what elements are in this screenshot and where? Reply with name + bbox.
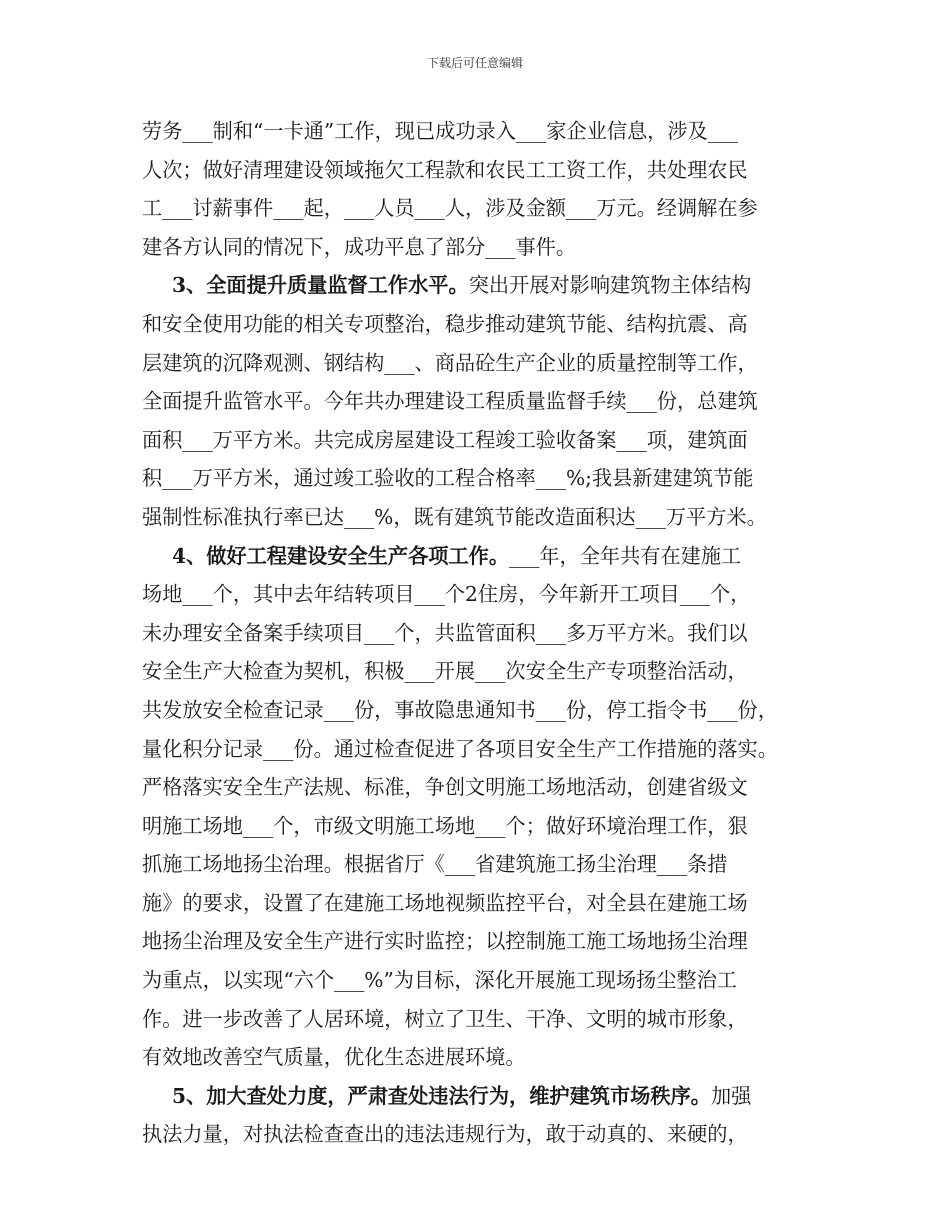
line-text: 建各方认同的情况下，成功平息了部分___事件。 xyxy=(142,234,577,259)
line-text: 执法力量，对执法检查查出的违法违规行为，敢于动真的、来硬的， xyxy=(142,1122,748,1147)
text-line xyxy=(142,189,812,228)
line-text: 有效地改善空气质量，优化生态进展环境。 xyxy=(142,1045,526,1070)
text-line xyxy=(142,1077,812,1116)
line-text: 安全生产大检查为契机，积极___开展___次安全生产专项整治活动， xyxy=(142,659,748,684)
section-heading: 5、加大查处力度，严肃查处违法行为，维护建筑市场秩序。 xyxy=(172,1083,711,1108)
text-line xyxy=(142,421,812,460)
text-line xyxy=(142,614,812,653)
line-text: 加强 xyxy=(710,1083,752,1108)
text-line xyxy=(142,730,812,769)
text-line xyxy=(142,922,812,961)
text-line xyxy=(142,459,812,498)
text-line xyxy=(142,575,812,614)
line-text: 强制性标准执行率已达___%，既有建筑节能改造面积达___万平方米。 xyxy=(142,504,767,529)
line-text: 工___讨薪事件___起，___人员___人，涉及金额___万元。经调解在参 xyxy=(142,196,758,221)
text-line xyxy=(142,151,812,190)
text-line xyxy=(142,691,812,730)
paragraph-4 xyxy=(142,1077,812,1154)
paragraph-2 xyxy=(142,266,812,536)
text-line xyxy=(142,266,812,305)
text-line xyxy=(142,845,812,884)
document-body xyxy=(142,112,812,1154)
line-text: 场地___个，其中去年结转项目___个2住房，今年新开工项目___个， xyxy=(142,582,751,607)
line-text: 量化积分记录___份。通过检查促进了各项目安全生产工作措施的落实。 xyxy=(142,736,778,761)
line-text: 突出开展对影响建筑物主体结构 xyxy=(468,273,752,298)
text-line xyxy=(142,1115,812,1154)
text-line xyxy=(142,1000,812,1039)
line-text: 严格落实安全生产法规、标准，争创文明施工场地活动，创建省级文 xyxy=(142,775,748,800)
line-text: 人次；做好清理建设领域拖欠工程款和农民工工资工作，共处理农民 xyxy=(142,157,748,182)
text-line xyxy=(142,884,812,923)
text-line xyxy=(142,344,812,383)
text-line xyxy=(142,382,812,421)
line-text: 明施工场地___个，市级文明施工场地___个；做好环境治理工作，狠 xyxy=(142,813,748,838)
text-line xyxy=(142,807,812,846)
text-line xyxy=(142,228,812,267)
page-header: 下载后可任意编辑 xyxy=(426,56,523,70)
line-text: 和安全使用功能的相关专项整治，稳步推动建筑节能、结构抗震、高 xyxy=(142,311,748,336)
line-text: 层建筑的沉降观测、钢结构___、商品砼生产企业的质量控制等工作， xyxy=(142,350,758,375)
paragraph-3 xyxy=(142,537,812,1077)
text-line xyxy=(142,652,812,691)
text-line xyxy=(142,112,812,151)
line-text: 共发放安全检查记录___份，事故隐患通知书___份，停工指令书___份， xyxy=(142,697,778,722)
text-line xyxy=(142,305,812,344)
line-text: 面积___万平方米。共完成房屋建设工程竣工验收备案___项，建筑面 xyxy=(142,427,748,452)
line-text: 为重点，以实现“六个___%”为目标，深化开展施工现场扬尘整治工 xyxy=(142,968,737,993)
line-text: 作。进一步改善了人居环境，树立了卫生、干净、文明的城市形象， xyxy=(142,1006,748,1031)
line-text: 未办理安全备案手续项目___个，共监管面积___多万平方米。我们以 xyxy=(142,620,748,645)
line-text: 抓施工场地扬尘治理。根据省厅《___省建筑施工扬尘治理___条措 xyxy=(142,852,728,877)
text-line xyxy=(142,537,812,576)
paragraph-1 xyxy=(142,112,812,266)
line-text: 施》的要求，设置了在建施工场地视频监控平台，对全县在建施工场 xyxy=(142,890,748,915)
text-line xyxy=(142,1038,812,1077)
line-text: 积___万平方米，通过竣工验收的工程合格率___%;我县新建建筑节能 xyxy=(142,466,754,491)
text-line xyxy=(142,498,812,537)
section-heading: 4、做好工程建设安全生产各项工作。 xyxy=(172,543,510,568)
text-line xyxy=(142,768,812,807)
text-line xyxy=(142,961,812,1000)
line-text: ___年，全年共有在建施工 xyxy=(509,543,742,568)
section-heading: 3、全面提升质量监督工作水平。 xyxy=(172,273,469,298)
line-text: 劳务___制和“一卡通”工作，现已成功录入___家企业信息，涉及___ xyxy=(142,119,738,143)
line-text: 全面提升监管水平。今年共办理建设工程质量监督手续___份，总建筑 xyxy=(142,389,758,414)
line-text: 地扬尘治理及安全生产进行实时监控；以控制施工施工场地扬尘治理 xyxy=(142,929,748,954)
